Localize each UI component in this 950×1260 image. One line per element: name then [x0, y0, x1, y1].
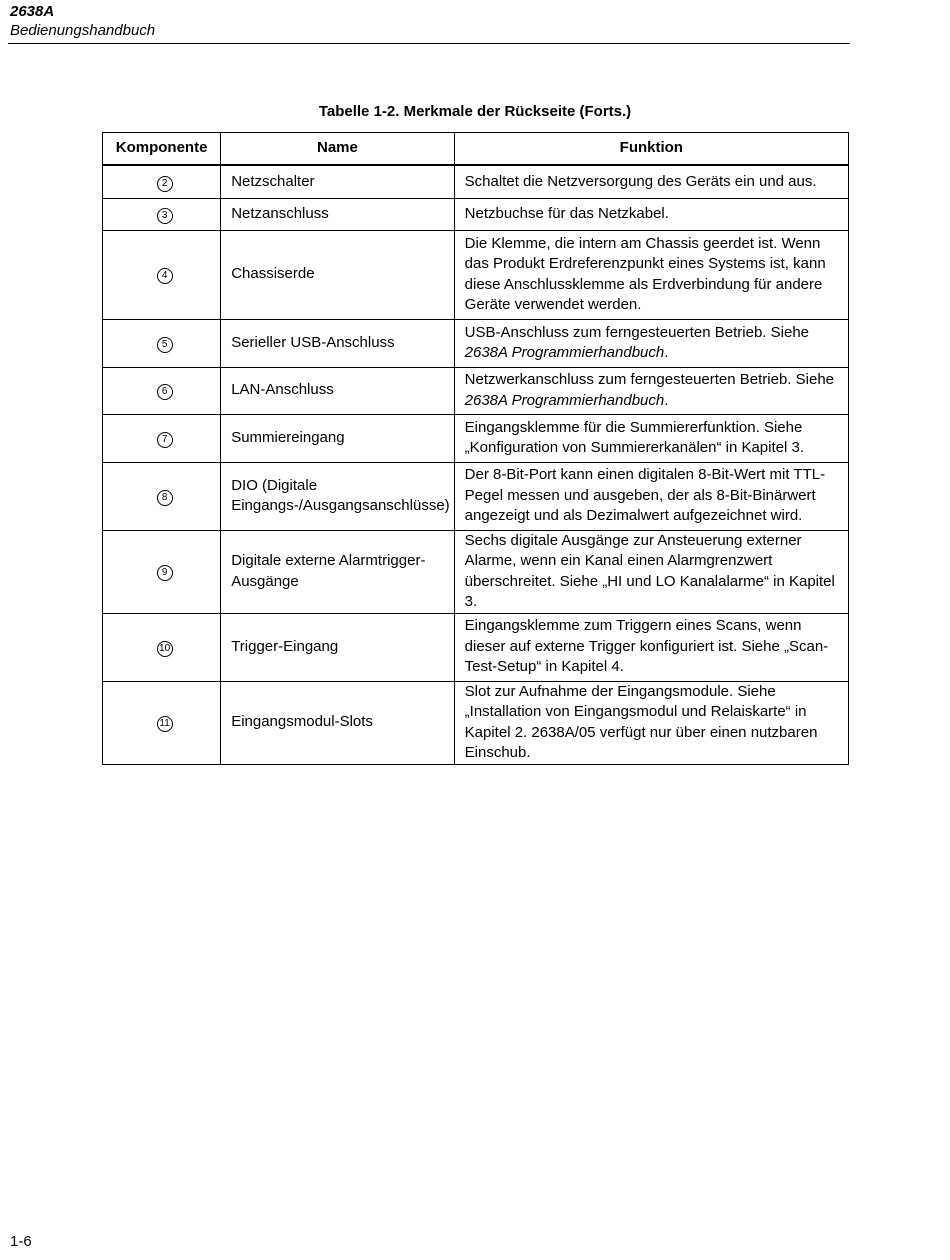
table-row: [103, 681, 849, 764]
column-header-function: Funktion: [454, 133, 848, 166]
name-cell: Serieller USB-Anschluss: [221, 319, 454, 367]
table-row: [103, 230, 849, 319]
name-cell: Trigger-Eingang: [221, 613, 454, 681]
function-text-end: .: [664, 391, 669, 409]
header-rule: [8, 43, 850, 44]
name-cell: Netzanschluss: [221, 198, 454, 230]
component-cell: [103, 530, 221, 613]
circled-number: 9: [157, 565, 173, 581]
page-header: [10, 3, 155, 40]
name-cell: Eingangsmodul-Slots: [221, 681, 454, 764]
circled-number: 2: [157, 176, 173, 192]
page-number: 1-6: [10, 1233, 32, 1250]
circled-number: 6: [157, 384, 173, 400]
table-row: [103, 414, 849, 462]
function-text: Netzwerkanschluss zum ferngesteuerten Betrieb. Siehe: [464, 371, 835, 388]
circled-number: 5: [157, 337, 173, 353]
component-cell: [103, 367, 221, 414]
manual-reference: 2638A Programmierhandbuch: [464, 344, 665, 361]
header-subtitle: Bedienungshandbuch: [10, 22, 156, 39]
name-cell: Summiereingang: [221, 414, 454, 462]
function-cell: [454, 367, 848, 414]
circled-number: 4: [157, 268, 173, 284]
component-cell: [103, 165, 221, 198]
table-row: [103, 198, 849, 230]
function-cell: Slot zur Aufnahme der Eingangsmodule. Siehe „Installation von Eingangsmodul und Relaiskarte“ in Kapitel 2. 2638A/05 verfügt nur über einen nutzbaren Einschub.: [454, 681, 848, 764]
circled-number: 10: [157, 641, 173, 657]
name-cell: Netzschalter: [221, 165, 454, 198]
function-cell: Netzbuchse für das Netzkabel.: [454, 198, 848, 230]
column-header-name: Name: [221, 133, 454, 166]
name-cell: DIO (Digitale Eingangs-/Ausgangsanschlüsse): [221, 462, 454, 530]
name-cell: LAN-Anschluss: [221, 367, 454, 414]
table-header-row: [103, 133, 849, 166]
table-row: [103, 165, 849, 198]
table-row: [103, 367, 849, 414]
function-cell: Sechs digitale Ausgänge zur Ansteuerung externer Alarme, wenn ein Kanal einen Alarmgrenzwert überschreitet. Siehe „HI und LO Kanalalarme“ in Kapitel 3.: [454, 530, 848, 613]
component-cell: [103, 230, 221, 319]
function-cell: Der 8-Bit-Port kann einen digitalen 8-Bit-Wert mit TTL-Pegel messen und ausgeben, der als 8-Bit-Binärwert angezeigt und als Dezimalwert aufgezeichnet wird.: [454, 462, 848, 530]
name-cell: Digitale externe Alarmtrigger-Ausgänge: [221, 530, 454, 613]
function-cell: [454, 319, 848, 367]
component-cell: [103, 681, 221, 764]
circled-number: 7: [157, 432, 173, 448]
table-row: [103, 530, 849, 613]
function-text: USB-Anschluss zum ferngesteuerten Betrieb. Siehe: [464, 323, 809, 341]
circled-number: 11: [157, 716, 173, 732]
component-cell: [103, 414, 221, 462]
circled-number: 3: [157, 208, 173, 224]
component-cell: [103, 319, 221, 367]
table-row: [103, 462, 849, 530]
name-cell: Chassiserde: [221, 230, 454, 319]
component-cell: [103, 462, 221, 530]
function-cell: Die Klemme, die intern am Chassis geerdet ist. Wenn das Produkt Erdreferenzpunkt eines Systems ist, kann diese Anschlussklemme als Erdverbindung für andere Geräte verwendet werden.: [454, 230, 848, 319]
component-cell: [103, 198, 221, 230]
function-text-end: .: [664, 344, 669, 361]
column-header-component: Komponente: [103, 133, 221, 166]
component-cell: [103, 613, 221, 681]
header-model: 2638A: [10, 3, 55, 20]
table-row: [103, 319, 849, 367]
function-cell: Schaltet die Netzversorgung des Geräts ein und aus.: [454, 165, 848, 198]
function-cell: Eingangsklemme für die Summiererfunktion. Siehe „Konfiguration von Summiererkanälen“ in Kapitel 3.: [454, 414, 848, 462]
manual-reference: 2638A Programmierhandbuch: [464, 391, 665, 409]
table-caption: Tabelle 1-2. Merkmale der Rückseite (Forts.): [318, 103, 632, 120]
rear-panel-features-table: [102, 132, 849, 765]
table-row: [103, 613, 849, 681]
circled-number: 8: [157, 490, 173, 506]
function-cell: Eingangsklemme zum Triggern eines Scans, wenn dieser auf externe Trigger konfiguriert ist. Siehe „Scan-Test-Setup“ in Kapitel 4.: [454, 613, 848, 681]
